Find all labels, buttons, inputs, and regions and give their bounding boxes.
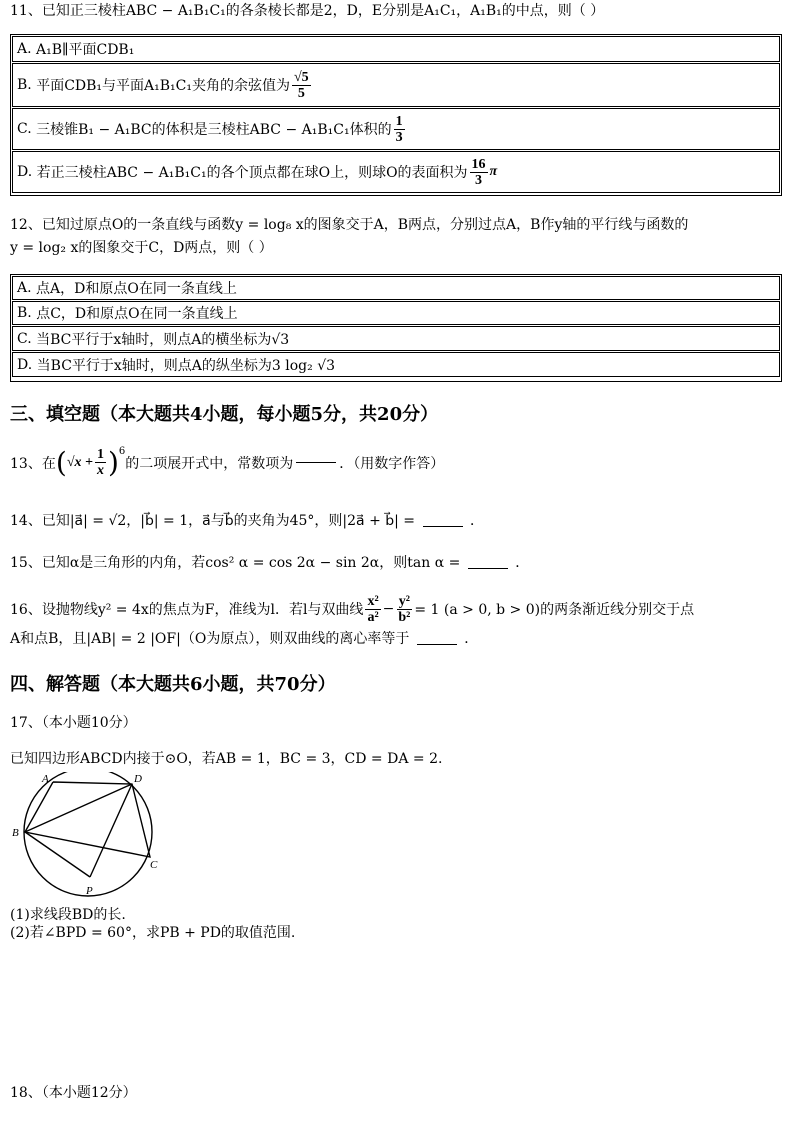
q13-answer-blank[interactable] [296, 462, 336, 463]
q16-frac2-num: y² [398, 593, 410, 609]
q16-line1 [10, 592, 694, 626]
q15-text: 15、已知α是三角形的内角，若cos² α = cos 2α − sin 2α，则tan α = [10, 555, 461, 571]
q11-option-c-fraction [394, 114, 405, 145]
q12-stem-line2: y = log₂ x的图象交于C，D两点，则（ ） [10, 240, 273, 256]
q12-option-b-prefix: B. [17, 305, 32, 321]
q16-fraction-x [365, 594, 380, 625]
q13-left-paren: ( [55, 446, 67, 479]
q11-option-b-prefix: B. [17, 77, 32, 93]
q12-option-d-text: 当BC平行于x轴时，则点A的纵坐标为3 log₂ √3 [36, 357, 336, 374]
q16-minus: − [382, 601, 395, 617]
q15 [10, 552, 529, 574]
circle-o [24, 772, 152, 896]
q12-option-c [12, 326, 780, 351]
q16-frac1-num: x² [367, 593, 379, 609]
q13-denominator: x [96, 463, 104, 478]
q15-tail: ． [515, 555, 530, 571]
label-p: P [86, 885, 93, 897]
q11-option-d-numerator: 16 [471, 156, 486, 172]
q13 [10, 446, 444, 479]
q11-stem: 11、已知正三棱柱ABC − A₁B₁C₁的各条棱长都是2，D，E分别是A₁C₁，A₁B₁的中点，则（ ） [10, 3, 605, 19]
q13-power: 6 [118, 446, 126, 457]
q16-line2-row [10, 628, 478, 650]
section3-title: 三、填空题（本大题共4小题，每小题5分，共20分） [10, 404, 439, 425]
q11-option-b-numerator: √5 [294, 69, 309, 85]
q15-answer-blank[interactable] [468, 568, 508, 569]
q11-option-d [12, 151, 780, 193]
q11-options-table [10, 34, 782, 196]
q16-tail: ． [464, 631, 479, 647]
q12-option-d [12, 352, 780, 377]
q13-fraction [95, 447, 106, 478]
q18-header: 18、（本小题12分） [10, 1085, 137, 1101]
q13-numerator: 1 [96, 447, 104, 462]
q11-option-c-numerator: 1 [395, 113, 403, 129]
q11-option-c-denominator: 3 [395, 129, 403, 145]
q17-part1: (1)求线段BD的长. [10, 907, 126, 923]
q11-option-c [12, 108, 780, 150]
q13-right-paren: ) [107, 446, 119, 479]
q17-header: 17、（本小题10分） [10, 715, 137, 731]
q11-option-b-fraction [292, 70, 311, 101]
q16-fraction-y [396, 594, 412, 625]
q16-line1-b: = 1 (a > 0, b > 0)的两条渐近线分别交于点 [414, 602, 695, 618]
q11-option-b-text: 平面CDB₁与平面A₁B₁C₁夹角的余弦值为 [36, 78, 290, 94]
q11-option-d-denominator: 3 [475, 172, 483, 188]
segment-pd [90, 784, 132, 877]
q13-expr: √x + [66, 454, 93, 470]
q13-tail: ．（用数字作答） [339, 455, 445, 472]
label-c: C [150, 859, 158, 871]
label-a: A [42, 773, 49, 785]
q11-option-b-denominator: 5 [297, 85, 305, 101]
q12-option-b [12, 301, 780, 325]
label-d: D [134, 773, 142, 785]
q11-option-d-text: 若正三棱柱ABC − A₁B₁C₁的各个顶点都在球O上，则球O的表面积为 [36, 165, 468, 181]
q16-frac2-den: b² [398, 609, 411, 625]
q16-line1-a: 16、设抛物线y² = 4x的焦点为F，准线为l．若l与双曲线 [10, 602, 364, 618]
q14-tail: ． [469, 513, 484, 529]
q16-frac1-den: a² [367, 609, 379, 625]
q12-options-table [10, 274, 782, 382]
q17-part2: (2)若∠BPD = 60°，求PB + PD的取值范围. [10, 925, 296, 941]
q11-option-c-prefix: C. [17, 121, 32, 137]
q11-option-b [12, 63, 780, 107]
q11-option-d-prefix: D. [17, 164, 33, 180]
q12-option-a-prefix: A. [17, 280, 32, 296]
q14 [10, 510, 484, 532]
q17-stem: 已知四边形ABCD内接于⊙O，若AB = 1，BC = 3，CD = DA = 2. [10, 751, 443, 767]
q11-option-a-prefix: A. [17, 41, 32, 57]
segment-bd [25, 784, 132, 832]
q12-option-b-text: 点C，D和原点O在同一条直线上 [36, 306, 238, 322]
q12-option-c-text: 当BC平行于x轴时，则点A的横坐标为√3 [36, 331, 290, 348]
q11-option-d-suffix: π [489, 164, 498, 179]
q11-option-d-fraction [470, 157, 488, 188]
q11-option-c-text: 三棱锥B₁ − A₁BC的体积是三棱柱ABC − A₁B₁C₁体积的 [36, 122, 392, 138]
label-b: B [12, 827, 19, 839]
q17-circle-figure [10, 772, 170, 902]
q11-option-a [12, 36, 780, 62]
q14-answer-blank[interactable] [423, 526, 463, 527]
q11-option-a-text: A₁B∥平面CDB₁ [36, 42, 135, 58]
section4-title: 四、解答题（本大题共6小题，共70分） [10, 674, 336, 695]
q13-prefix: 13、在 [10, 455, 56, 472]
q16-line2: A和点B，且|AB| = 2 |OF|（O为原点），则双曲线的离心率等于 [10, 631, 410, 647]
q13-rest: 的二项展开式中，常数项为 [125, 455, 294, 472]
q12-option-a-text: 点A，D和原点O在同一条直线上 [36, 281, 237, 297]
q12-option-a [12, 276, 780, 300]
q12-stem-line1: 12、已知过原点O的一条直线与函数y = log₈ x的图象交于A，B两点，分别过点A，B作y轴的平行线与函数的 [10, 217, 689, 233]
q12-option-d-prefix: D. [17, 356, 33, 373]
q12-option-c-prefix: C. [17, 330, 32, 347]
q14-text: 14、已知|a⃗| = √2，|b⃗| = 1，a⃗与b⃗的夹角为45°，则|2a⃗ + b⃗| = [10, 513, 416, 529]
q16-answer-blank[interactable] [417, 644, 457, 645]
